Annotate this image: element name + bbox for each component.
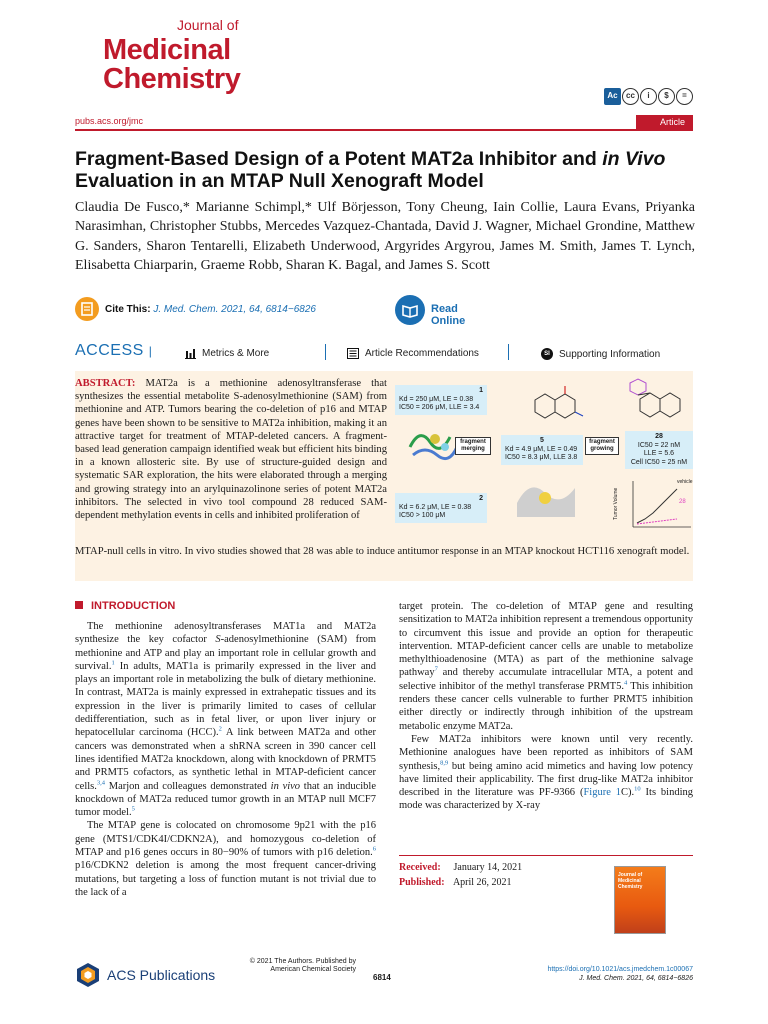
compound-5-box: 5 Kd = 4.9 μM, LE = 0.49 IC50 = 8.3 μM, LLE 3.8: [501, 435, 583, 465]
cite-icon[interactable]: [75, 297, 99, 321]
copyright-notice: © 2021 The Authors. Published by American Chemical Society: [249, 958, 356, 973]
acs-hexagon-icon: [75, 962, 101, 988]
body-column-left: [75, 620, 376, 899]
paragraph: target protein. The co-deletion of MTAP gene and resulting sensitization to MAT2a inhibition represent a tremendous opportunity to circumvent this issue and provide an option for therapeutic intervention. MTAP-deficient cancer cells are unable to metabolize methylthioadenosine (MTA) as part of the methionine salvage pathway$^7$ and thereby accumulate intracellular MTA, a potent and selective inhibitor of the methyl transferase PRMT5.$^4$ This inhibition renders these cancer cells vulnerable to further PRMT5 inhibition either directly or indirectly through inhibition of the upstream metabolic enzyme MAT2a.: [399, 601, 693, 732]
author-list: Claudia De Fusco,* Marianne Schimpl,* Ulf Börjesson, Tony Cheung, Iain Collie, Laura Evans, Priyanka Narasimhan, Christopher Stubbs, Mercedes Vazquez-Chantada, David J. Wagner, Michael Grondine, Matthew G. Sanders, Sharon Tentarelli, Elizabeth Underwood, Argyrides Argyrou, James M. Smith, James T. Lynch, Elisabetta Chiarparin, Graeme Robb, Sharan K. Bagal, and James S. Scott: [75, 200, 695, 273]
paragraph: The MTAP gene is colocated on chromosome 9p21 with the p16 gene (MTS1/CDK4I/CDKN2A), and homozygous co-deletion of MTAP and p16 genes occurs in 80−90% of tumors with p16 deletion.$^6$ p16/CDKN2 deletion is among the most frequent cancer-driving mutations, but targeting a loss of function mutant is not trivial due to the lack of a: [75, 820, 376, 898]
cc-icon[interactable]: cc: [622, 88, 639, 105]
recommendations-label: Article Recommendations: [365, 348, 479, 359]
article-list-icon: [347, 348, 359, 359]
journal-logo[interactable]: [103, 18, 243, 94]
compound-5-structure: [515, 380, 585, 435]
read-online-button[interactable]: [395, 295, 485, 325]
cover-title: Journal of Medicinal Chemistry: [618, 872, 643, 890]
doi-block: [547, 965, 693, 983]
attribution-icon[interactable]: i: [640, 88, 657, 105]
article-title: Fragment-Based Design of a Potent MAT2a Inhibitor and in Vivo Evaluation in an MTAP Null Xenograft Model: [75, 148, 666, 192]
header-rule: [75, 129, 693, 131]
read-online-icon: [395, 295, 425, 325]
abstract-text: ABSTRACT: MAT2a is a methionine adenosyltransferase that synthesizes the essential metabolite S-adenosylmethionine (SAM) from methionine and ATP. Tumors bearing the co-deletion of p16 and MTAP genes have been shown to be sensitive to MAT2a inhibition, making it an attractive target for treatment of MTAP-deleted cancers. A fragment-based lead generation campaign identified weak but efficient hits binding in a known allosteric site. By use of structure-guided design and systematic SAR exploration, the hits were elaborated through a merging and growing strategy into an arylquinazolinone series of potent MAT2a inhibitors. The selected in vivo tool compound 28 reduced SAM-dependent methylation events in cells and inhibited proliferation of: [75, 378, 387, 522]
compound-2-box: 2 Kd = 6.2 μM, LE = 0.38 IC50 > 100 μM: [395, 493, 487, 523]
plot-legend-vehicle: vehicle: [677, 479, 693, 485]
abstract-label: ABSTRACT:: [75, 378, 136, 389]
journal-logo-of: Journal of: [177, 17, 239, 33]
journal-logo-line1: Medicinal: [103, 34, 231, 66]
supporting-info-label: Supporting Information: [559, 348, 661, 360]
cite-bar: [75, 295, 693, 327]
tumor-growth-plot: [627, 477, 693, 533]
plot-y-label: Tumor Volume: [613, 487, 619, 520]
bar-chart-icon: [185, 348, 196, 359]
metrics-link[interactable]: [185, 348, 269, 359]
binding-pocket-image: [515, 473, 577, 517]
acs-publications-text: ACS Publications: [107, 967, 216, 983]
fragment-growing-arrow: fragment growing: [585, 437, 619, 455]
toc-graphic: [395, 375, 693, 537]
separator: [508, 344, 509, 360]
separator: [325, 344, 326, 360]
journal-url[interactable]: pubs.acs.org/jmc: [75, 116, 144, 126]
access-bar: [75, 341, 693, 367]
read-online-label: Read Online: [431, 303, 466, 327]
license-icons: [604, 88, 693, 105]
acs-publications-logo[interactable]: [75, 962, 215, 988]
footer-citation: J. Med. Chem. 2021, 64, 6814−6826: [579, 975, 693, 982]
metrics-label: Metrics & More: [202, 348, 270, 359]
page-number: 6814: [373, 973, 391, 982]
plot-legend-28: 28: [679, 499, 686, 505]
published-row: Published: April 26, 2021: [399, 877, 512, 888]
supporting-info-link[interactable]: [541, 348, 660, 360]
access-label: ACCESS |: [75, 342, 153, 359]
noderivatives-icon[interactable]: =: [676, 88, 693, 105]
paragraph: The methionine adenosyltransferases MAT1a and MAT2a synthesize the key cofactor S-adenosylmethionine (SAM) from methionine and ATP and play an important role in cellular growth and survival.$^1$ In adults, MAT1a is primarily expressed in the liver and plays an important role in metabolizing the bulk of dietary methionine. In contrast, MAT2a is mainly expressed in extrahepatic tissues and its expression in the liver is primarily limited to cases of cellular dedifferentiation, such as in fetal liver, or upon liver injury or hepatocellular carcinoma (HCC).$^2$ A link between MAT2a and other cancers was demonstrated when a shRNA screen in 390 cancer cell lines identified MAT2a knockdown, along with knockdown of PRMT5 and PRMT5 cofactors, as synthetic lethal in MTAP-deficient cancer cells.$^{3,4}$ Marjon and colleagues demonstrated in vivo that an inducible knockdown of MAT2a reduced tumor growth in an MTAP null MCF7 tumor model.$^5$: [75, 621, 377, 819]
article-type-badge: Article: [636, 115, 693, 129]
acs-authorchoice-icon[interactable]: Ac: [604, 88, 621, 105]
compound-28-box: 28 IC50 = 22 nM LLE = 5.6 Cell IC50 = 25 nM: [625, 431, 693, 469]
recommendations-link[interactable]: [347, 348, 479, 359]
compound-1-box: 1 Kd = 250 μM, LE = 0.38 IC50 = 206 μM, LLE = 3.4: [395, 385, 487, 415]
received-row: Received: January 14, 2021: [399, 862, 523, 873]
noncommercial-icon[interactable]: $: [658, 88, 675, 105]
journal-cover-image[interactable]: [614, 866, 666, 934]
cite-text[interactable]: Cite This: J. Med. Chem. 2021, 64, 6814−6826: [105, 304, 316, 315]
section-heading-introduction: INTRODUCTION: [75, 600, 175, 612]
supporting-info-icon: SI: [541, 348, 553, 360]
doi-link[interactable]: https://doi.org/10.1021/acs.jmedchem.1c00067: [547, 966, 693, 973]
paragraph: Few MAT2a inhibitors were known until very recently. Methionine analogues have been reported as inhibitors of SAM synthesis,$^{8,9}$ but being amino acid mimetics and having low potency have limited their applicability. The first drug-like MAT2a inhibitor described in the literature was PF-9366 (Figure 1C).$^{10}$ Its binding mode was characterized by X-ray: [399, 733, 693, 812]
journal-logo-line2: Chemistry: [103, 63, 241, 95]
abstract-text-continued: MTAP-null cells in vitro. In vivo studies showed that 28 was able to induce antitumor response in an MTAP knockout HCT116 xenograft model.: [75, 546, 690, 557]
body-column-right: [399, 600, 693, 813]
compound-28-structure: [620, 375, 690, 431]
fragment-merging-arrow: fragment merging: [455, 437, 491, 455]
